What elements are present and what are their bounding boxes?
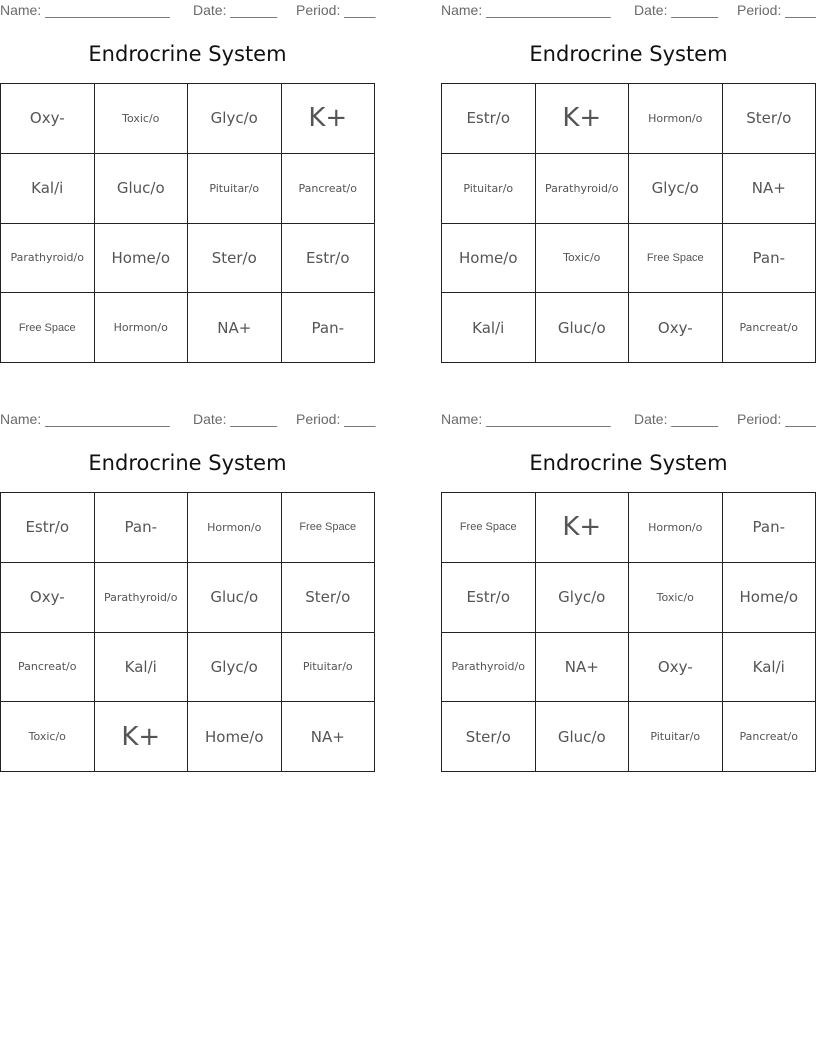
bingo-cell[interactable]: Oxy- (1, 84, 95, 154)
period-field-label[interactable]: Period: ____ (737, 411, 816, 427)
student-info-line (0, 2, 375, 20)
bingo-cell[interactable]: K+ (536, 493, 630, 563)
card-title: Endrocrine System (529, 42, 728, 66)
bingo-cell[interactable]: Estr/o (1, 493, 95, 563)
free-space-cell[interactable]: Free Space (1, 293, 95, 363)
student-info-line (441, 411, 816, 429)
bingo-cell[interactable]: Toxic/o (1, 702, 95, 772)
bingo-cell[interactable]: Gluc/o (536, 293, 630, 363)
bingo-cell[interactable]: Glyc/o (629, 154, 723, 224)
bingo-cell[interactable]: Ster/o (723, 84, 816, 154)
bingo-cell[interactable]: Estr/o (442, 563, 536, 633)
name-field-label[interactable]: Name: ________________ (441, 2, 611, 18)
bingo-cell[interactable]: Hormon/o (188, 493, 282, 563)
bingo-cell[interactable]: Estr/o (282, 224, 376, 294)
bingo-cell[interactable]: Home/o (723, 563, 816, 633)
bingo-cell[interactable]: Ster/o (282, 563, 376, 633)
bingo-cell[interactable]: NA+ (282, 702, 376, 772)
bingo-cell[interactable]: Pituitar/o (188, 154, 282, 224)
bingo-cell[interactable]: NA+ (188, 293, 282, 363)
bingo-cell[interactable]: Pancreat/o (723, 293, 816, 363)
bingo-cell[interactable]: Home/o (442, 224, 536, 294)
bingo-cell[interactable]: Parathyroid/o (1, 224, 95, 294)
bingo-cell[interactable]: Glyc/o (188, 84, 282, 154)
bingo-cell[interactable]: K+ (95, 702, 189, 772)
bingo-cell[interactable]: NA+ (536, 633, 630, 703)
bingo-cell[interactable]: Pituitar/o (629, 702, 723, 772)
bingo-cell[interactable]: Gluc/o (188, 563, 282, 633)
bingo-cell[interactable]: Kal/i (95, 633, 189, 703)
bingo-cell[interactable]: Pituitar/o (282, 633, 376, 703)
bingo-cell[interactable]: Parathyroid/o (536, 154, 630, 224)
bingo-cell[interactable]: NA+ (723, 154, 816, 224)
bingo-card-1 (0, 0, 375, 365)
student-info-line (441, 2, 816, 20)
bingo-cell[interactable]: Toxic/o (629, 563, 723, 633)
bingo-card-4 (441, 409, 816, 774)
period-field-label[interactable]: Period: ____ (296, 411, 376, 427)
bingo-cell[interactable]: Oxy- (629, 633, 723, 703)
bingo-grid (441, 83, 816, 363)
bingo-cell[interactable]: Toxic/o (536, 224, 630, 294)
bingo-cell[interactable]: Home/o (188, 702, 282, 772)
bingo-cell[interactable]: K+ (282, 84, 376, 154)
name-field-label[interactable]: Name: ________________ (0, 2, 170, 18)
bingo-grid (0, 83, 375, 363)
bingo-cell[interactable]: Kal/i (723, 633, 816, 703)
bingo-cell[interactable]: K+ (536, 84, 630, 154)
date-field-label[interactable]: Date: ______ (634, 411, 719, 427)
period-field-label[interactable]: Period: ____ (737, 2, 816, 18)
bingo-cell[interactable]: Toxic/o (95, 84, 189, 154)
bingo-cell[interactable]: Pan- (723, 224, 816, 294)
bingo-cell[interactable]: Kal/i (442, 293, 536, 363)
card-title: Endrocrine System (529, 451, 728, 475)
student-info-line (0, 411, 375, 429)
bingo-cell[interactable]: Ster/o (442, 702, 536, 772)
bingo-cell[interactable]: Ster/o (188, 224, 282, 294)
bingo-cell[interactable]: Glyc/o (188, 633, 282, 703)
bingo-cell[interactable]: Pancreat/o (1, 633, 95, 703)
free-space-cell[interactable]: Free Space (442, 493, 536, 563)
bingo-cell[interactable]: Estr/o (442, 84, 536, 154)
free-space-cell[interactable]: Free Space (629, 224, 723, 294)
bingo-cell[interactable]: Gluc/o (95, 154, 189, 224)
bingo-cell[interactable]: Gluc/o (536, 702, 630, 772)
bingo-cell[interactable]: Parathyroid/o (442, 633, 536, 703)
card-title: Endrocrine System (88, 451, 287, 475)
bingo-cell[interactable]: Oxy- (629, 293, 723, 363)
bingo-cell[interactable]: Pituitar/o (442, 154, 536, 224)
bingo-cell[interactable]: Pan- (282, 293, 376, 363)
bingo-grid (441, 492, 816, 772)
card-title: Endrocrine System (88, 42, 287, 66)
bingo-cell[interactable]: Glyc/o (536, 563, 630, 633)
bingo-cell[interactable]: Pancreat/o (723, 702, 816, 772)
name-field-label[interactable]: Name: ________________ (0, 411, 170, 427)
bingo-cell[interactable]: Kal/i (1, 154, 95, 224)
bingo-cell[interactable]: Pancreat/o (282, 154, 376, 224)
bingo-cell[interactable]: Hormon/o (629, 84, 723, 154)
name-field-label[interactable]: Name: ________________ (441, 411, 611, 427)
date-field-label[interactable]: Date: ______ (193, 411, 278, 427)
bingo-cell[interactable]: Pan- (95, 493, 189, 563)
bingo-cell[interactable]: Home/o (95, 224, 189, 294)
period-field-label[interactable]: Period: ____ (296, 2, 376, 18)
bingo-cell[interactable]: Parathyroid/o (95, 563, 189, 633)
bingo-cell[interactable]: Oxy- (1, 563, 95, 633)
bingo-card-3 (0, 409, 375, 774)
bingo-cell[interactable]: Pan- (723, 493, 816, 563)
bingo-cell[interactable]: Hormon/o (95, 293, 189, 363)
date-field-label[interactable]: Date: ______ (193, 2, 278, 18)
bingo-card-2 (441, 0, 816, 365)
bingo-grid (0, 492, 375, 772)
bingo-cell[interactable]: Hormon/o (629, 493, 723, 563)
free-space-cell[interactable]: Free Space (282, 493, 376, 563)
date-field-label[interactable]: Date: ______ (634, 2, 719, 18)
